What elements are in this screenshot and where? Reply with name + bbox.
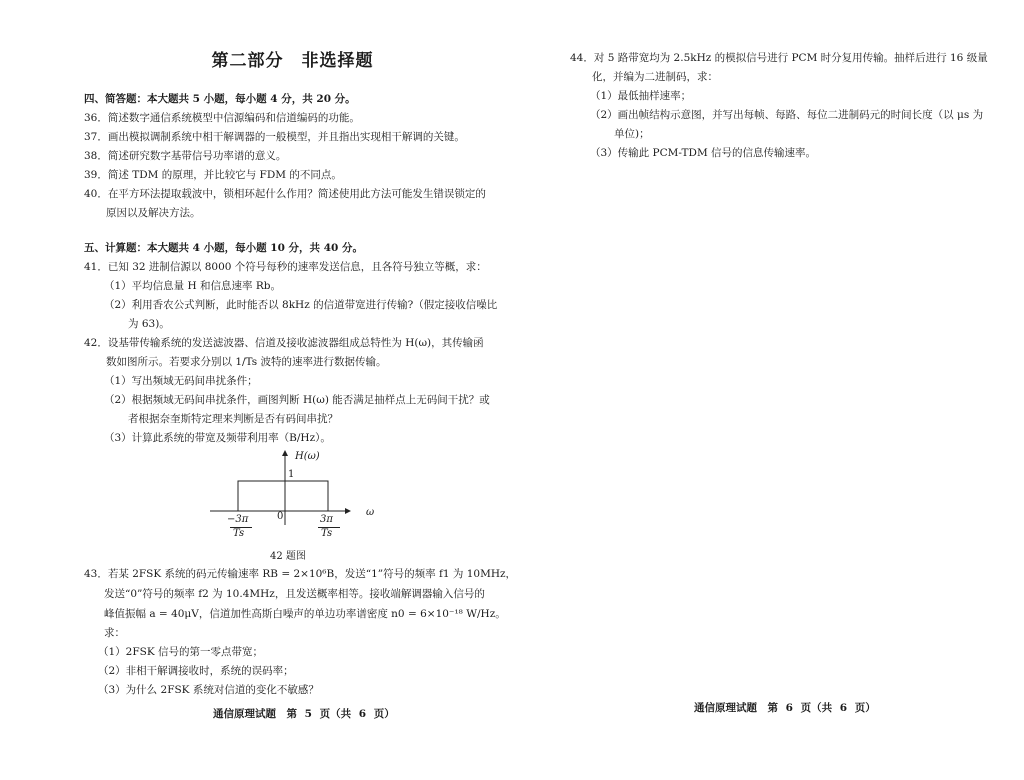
page-6	[540, 0, 1024, 780]
question-42-cont: 数如图所示。若要求分别以 1/Ts 波特的速率进行数据传输。	[106, 356, 387, 368]
question-43-line2: 发送“0”符号的频率 f2 为 10.4MHz，且发送概率相等。接收端解调器输入信号的	[104, 588, 485, 600]
question-43-part3: （3）为什么 2FSK 系统对信道的变化不敏感？	[98, 684, 319, 696]
question-44-part2-cont: 单位)；	[614, 128, 650, 140]
question-42: 42．设基带传输系统的发送滤波器、信道及接收滤波器组成总特性为 H(ω)，其传输函	[84, 337, 484, 349]
question-42-part1: （1）写出频域无码间串扰条件；	[104, 375, 258, 387]
question-39: 39．简述 TDM 的原理，并比较它与 FDM 的不同点。	[84, 169, 342, 181]
question-41: 41．已知 32 进制信源以 8000 个符号每秒的速率发送信息，且各符号独立等概，求：	[84, 261, 487, 273]
right-tick-numerator: 3π	[320, 514, 333, 525]
level-label: 1	[288, 469, 295, 480]
left-tick-numerator: −3π	[227, 514, 249, 525]
figure-caption: 42 题图	[270, 551, 306, 562]
question-42-part3: （3）计算此系统的带宽及频带利用率（B/Hz）。	[104, 432, 331, 444]
y-axis-label: H(ω)	[295, 451, 320, 462]
question-44-part2: （2）画出帧结构示意图，并写出每帧、每路、每位二进制码元的时间长度（以 μs 为	[590, 109, 984, 121]
left-tick-denominator: Ts	[233, 528, 245, 539]
question-43-part2: （2）非相干解调接收时，系统的误码率；	[98, 665, 294, 677]
question-40-cont: 原因以及解决方法。	[106, 207, 201, 219]
figure-42	[200, 447, 390, 562]
question-41-part2-cont: 为 63)。	[128, 318, 170, 330]
question-36: 36．简述数字通信系统模型中信源编码和信道编码的功能。	[84, 112, 360, 124]
question-40: 40．在平方环法提取载波中，锁相环起什么作用？简述使用此方法可能发生错误锁定的	[84, 188, 486, 200]
section4-header: 四、简答题：本大题共 5 小题，每小题 4 分，共 20 分。	[84, 93, 356, 105]
question-43-line4: 求：	[104, 627, 125, 639]
question-44-line2: 化，并编为二进制码，求：	[592, 71, 718, 83]
footer-page-6: 通信原理试题 第 6 页（共 6 页）	[694, 702, 876, 714]
question-38: 38．简述研究数字基带信号功率谱的意义。	[84, 150, 287, 162]
right-tick-denominator: Ts	[321, 528, 333, 539]
question-43-part1: （1）2FSK 信号的第一零点带宽；	[98, 646, 264, 658]
part-title: 第二部分 非选择题	[211, 51, 374, 71]
question-41-part1: （1）平均信息量 H 和信息速率 Rb。	[104, 280, 281, 292]
question-41-part2: （2）利用香农公式判断，此时能否以 8kHz 的信道带宽进行传输?（假定接收信噪比	[104, 299, 498, 311]
footer-page-5: 通信原理试题 第 5 页（共 6 页）	[213, 708, 395, 720]
section5-header: 五、计算题：本大题共 4 小题，每小题 10 分，共 40 分。	[84, 242, 363, 254]
question-37: 37．画出模拟调制系统中相干解调器的一般模型，并且指出实现相干解调的关键。	[84, 131, 465, 143]
question-43-line3: 峰值振幅 a = 40μV，信道加性高斯白噪声的单边功率谱密度 n0 = 6×10⁻¹⁸ W/Hz。	[104, 608, 506, 620]
origin-label: 0	[277, 511, 284, 522]
question-44: 44．对 5 路带宽均为 2.5kHz 的模拟信号进行 PCM 时分复用传输。抽样后进行 16 级量	[570, 52, 988, 64]
question-44-part3: （3）传输此 PCM-TDM 信号的信息传输速率。	[590, 147, 817, 159]
question-42-part2-cont: 者根据奈奎斯特定理来判断是否有码间串扰？	[128, 413, 338, 425]
question-44-part1: （1）最低抽样速率；	[590, 90, 692, 102]
question-42-part2: （2）根据频域无码间串扰条件，画图判断 H(ω) 能否满足抽样点上无码间干扰？或	[104, 394, 490, 406]
question-43: 43．若某 2FSK 系统的码元传输速率 RB = 2×10⁶B，发送“1”符号的频率 f1 为 10MHz，	[84, 568, 517, 580]
x-axis-label: ω	[366, 507, 375, 518]
frequency-response-plot	[200, 447, 390, 562]
